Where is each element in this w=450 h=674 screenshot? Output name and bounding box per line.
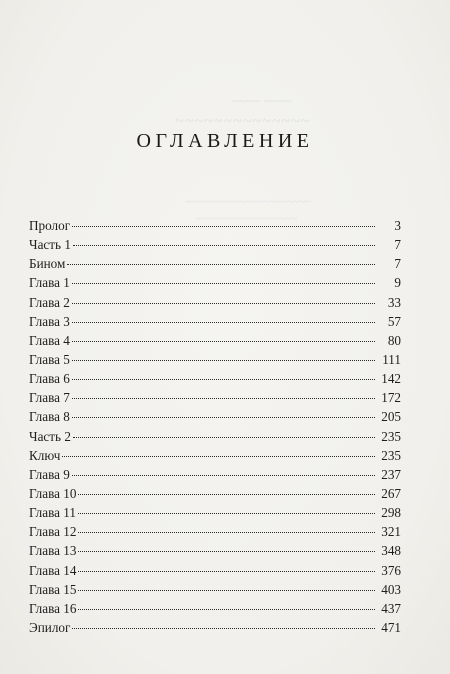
toc-entry-label: Глава 4 xyxy=(29,332,70,348)
dot-leader xyxy=(78,590,375,591)
dot-leader xyxy=(62,456,375,457)
toc-entry-page-number: 403 xyxy=(381,581,401,597)
dot-leader xyxy=(72,341,375,342)
toc-entry xyxy=(29,580,401,599)
toc-entry-label: Глава 6 xyxy=(29,371,70,387)
toc-entry-label: Глава 3 xyxy=(29,313,70,329)
toc-entry-label: Эпилог xyxy=(29,619,71,635)
bleed-through-line: ~~~~ ~~~~ xyxy=(232,93,292,108)
toc-entry-label: Глава 11 xyxy=(29,505,76,521)
toc-entry-label: Глава 16 xyxy=(29,600,77,616)
toc-entry-page-number: 237 xyxy=(381,466,401,482)
toc-entry-page-number: 9 xyxy=(394,275,401,291)
toc-entry-label: Глава 12 xyxy=(29,524,77,540)
dot-leader xyxy=(78,551,375,552)
toc-entry xyxy=(29,465,401,484)
toc-entry xyxy=(29,369,401,388)
toc-entry-label: Глава 7 xyxy=(29,390,70,406)
dot-leader xyxy=(72,303,375,304)
toc-entry-label: Глава 2 xyxy=(29,294,70,310)
toc-entry-page-number: 142 xyxy=(381,371,401,387)
dot-leader xyxy=(72,475,375,476)
dot-leader xyxy=(73,437,375,438)
toc-entry-label: Глава 8 xyxy=(29,409,70,425)
toc-entry xyxy=(29,541,401,560)
toc-entry-page-number: 348 xyxy=(381,543,401,559)
toc-title: ОГЛАВЛЕНИЕ xyxy=(136,130,314,152)
toc-entry-page-number: 3 xyxy=(394,218,401,233)
toc-entry-page-number: 57 xyxy=(387,313,401,329)
toc-entry xyxy=(29,350,401,369)
toc-entry xyxy=(29,331,401,350)
toc-entry-page-number: 471 xyxy=(381,619,401,635)
toc-entry-label: Пролог xyxy=(29,218,71,233)
toc-entry-label: Глава 10 xyxy=(29,485,77,501)
toc-entry-label: Глава 13 xyxy=(29,543,77,559)
toc-entry-label: Глава 15 xyxy=(29,581,77,597)
toc-entry-page-number: 298 xyxy=(381,505,401,521)
toc-entry xyxy=(29,561,401,580)
toc-entry xyxy=(29,503,401,522)
toc-entry-page-number: 267 xyxy=(381,485,401,501)
toc-entry-page-number: 33 xyxy=(387,294,401,310)
toc-entry xyxy=(29,599,401,618)
toc-entry-page-number: 376 xyxy=(381,562,401,578)
dot-leader xyxy=(78,609,375,610)
bleed-through-line: ~~~~~~~~~~~~~~~~~ xyxy=(196,213,298,225)
toc-entry xyxy=(29,312,401,331)
dot-leader xyxy=(78,571,375,572)
toc-entry-page-number: 235 xyxy=(381,428,401,444)
bleed-through-line: ~~~~~~~~~~~~~~ xyxy=(175,113,311,130)
toc-entry-page-number: 80 xyxy=(387,332,401,348)
dot-leader xyxy=(73,245,375,246)
dot-leader xyxy=(72,379,375,380)
toc-entry xyxy=(29,484,401,503)
toc-entry-label: Глава 14 xyxy=(29,562,77,578)
toc-entry-label: Часть 2 xyxy=(29,428,71,444)
toc-entry-page-number: 7 xyxy=(394,256,401,272)
dot-leader xyxy=(72,226,375,227)
toc-entry xyxy=(29,388,401,407)
dot-leader xyxy=(78,513,375,514)
toc-entry-label: Глава 1 xyxy=(29,275,70,291)
toc-entry-label: Часть 1 xyxy=(29,237,71,253)
toc-entry xyxy=(29,293,401,312)
dot-leader xyxy=(72,360,375,361)
dot-leader xyxy=(72,628,375,629)
toc-entry-page-number: 205 xyxy=(381,409,401,425)
toc-entry-page-number: 321 xyxy=(381,524,401,540)
toc-entry-page-number: 172 xyxy=(381,390,401,406)
toc-entry xyxy=(29,254,401,273)
toc-entry xyxy=(29,407,401,426)
dot-leader xyxy=(78,532,375,533)
table-of-contents xyxy=(29,216,401,637)
toc-entry-page-number: 437 xyxy=(381,600,401,616)
toc-entry-page-number: 111 xyxy=(382,351,401,367)
dot-leader xyxy=(67,264,375,265)
toc-entry-page-number: 235 xyxy=(381,447,401,463)
toc-entry xyxy=(29,427,401,446)
toc-entry-label: Ключ xyxy=(29,447,61,463)
toc-entry xyxy=(29,522,401,541)
dot-leader xyxy=(72,398,375,399)
bleed-through-line: ~~~~~~~~~~~~~~~~~~~~~ xyxy=(186,196,311,208)
dot-leader xyxy=(72,322,375,323)
dot-leader xyxy=(72,283,375,284)
toc-entry-label: Глава 9 xyxy=(29,466,70,482)
toc-entry xyxy=(29,618,401,637)
dot-leader xyxy=(78,494,375,495)
toc-entry xyxy=(29,235,401,254)
dot-leader xyxy=(72,417,375,418)
toc-entry-label: Бином xyxy=(29,256,66,272)
toc-entry xyxy=(29,446,401,465)
toc-entry-page-number: 7 xyxy=(394,237,401,253)
toc-entry xyxy=(29,273,401,292)
toc-entry-label: Глава 5 xyxy=(29,351,70,367)
toc-entry xyxy=(29,216,401,235)
